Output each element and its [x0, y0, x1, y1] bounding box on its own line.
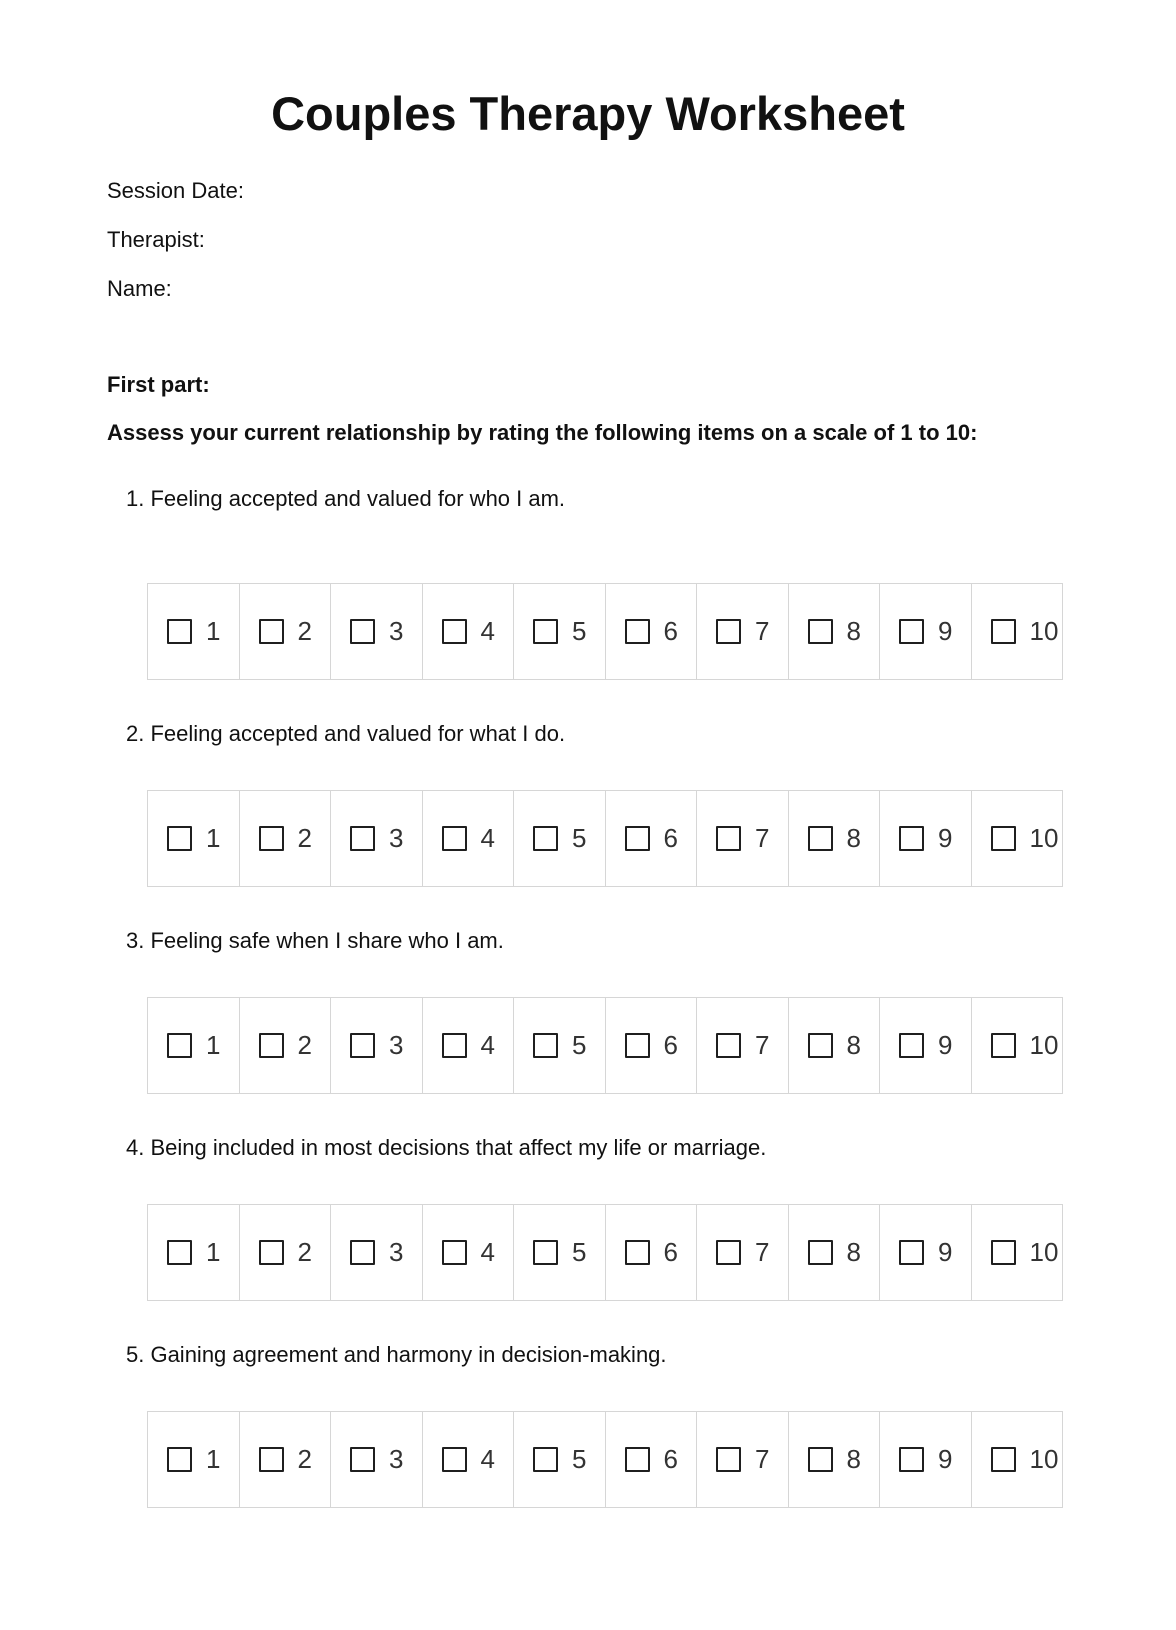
rating-value-label: 8	[846, 822, 861, 853]
rating-option-cell	[971, 1412, 1063, 1507]
rating-value-label: 2	[297, 822, 312, 853]
rating-checkbox-q4-3[interactable]	[350, 1240, 375, 1265]
rating-value-label: 4	[480, 1029, 495, 1060]
name-label: Name:	[107, 276, 172, 301]
rating-checkbox-q2-6[interactable]	[625, 826, 650, 851]
rating-value-label: 3	[389, 1029, 404, 1060]
rating-checkbox-q3-7[interactable]	[716, 1033, 741, 1058]
rating-option-cell	[330, 791, 422, 886]
rating-value-label: 9	[938, 615, 953, 646]
rating-option-cell	[696, 998, 788, 1093]
rating-scale-table-4	[147, 1204, 1063, 1301]
rating-value-label: 8	[846, 1029, 861, 1060]
section-heading: First part:	[107, 372, 210, 397]
rating-option-cell	[513, 1412, 605, 1507]
rating-option-cell	[696, 791, 788, 886]
rating-value-label: 5	[572, 1236, 587, 1267]
rating-option-cell	[148, 998, 239, 1093]
rating-option-cell	[513, 791, 605, 886]
rating-value-label: 7	[755, 1236, 770, 1267]
rating-checkbox-q5-9[interactable]	[899, 1447, 924, 1472]
rating-value-label: 8	[846, 1236, 861, 1267]
rating-value-label: 10	[1029, 615, 1059, 646]
rating-option-cell	[239, 998, 331, 1093]
rating-value-label: 2	[297, 615, 312, 646]
rating-checkbox-q4-1[interactable]	[167, 1240, 192, 1265]
rating-checkbox-q4-2[interactable]	[259, 1240, 284, 1265]
rating-checkbox-q4-7[interactable]	[716, 1240, 741, 1265]
rating-option-cell	[788, 1412, 880, 1507]
rating-checkbox-q5-6[interactable]	[625, 1447, 650, 1472]
rating-option-cell	[239, 791, 331, 886]
question-2-label: 2. Feeling accepted and valued for what I do.	[126, 721, 566, 746]
rating-checkbox-q1-3[interactable]	[350, 619, 375, 644]
rating-value-label: 1	[206, 1443, 221, 1474]
rating-value-label: 2	[297, 1029, 312, 1060]
rating-option-cell	[605, 1205, 697, 1300]
rating-value-label: 9	[938, 1029, 953, 1060]
rating-option-cell	[788, 584, 880, 679]
rating-checkbox-q2-10[interactable]	[991, 826, 1016, 851]
rating-value-label: 6	[663, 615, 678, 646]
rating-value-label: 3	[389, 615, 404, 646]
question-block-4	[0, 1135, 1176, 1301]
rating-checkbox-q2-5[interactable]	[533, 826, 558, 851]
rating-checkbox-q4-4[interactable]	[442, 1240, 467, 1265]
rating-option-cell	[696, 584, 788, 679]
rating-checkbox-q1-4[interactable]	[442, 619, 467, 644]
rating-value-label: 1	[206, 1236, 221, 1267]
rating-scale-table-5	[147, 1411, 1063, 1508]
rating-checkbox-q4-10[interactable]	[991, 1240, 1016, 1265]
rating-checkbox-q1-10[interactable]	[991, 619, 1016, 644]
rating-option-cell	[239, 584, 331, 679]
rating-checkbox-q1-6[interactable]	[625, 619, 650, 644]
rating-checkbox-q1-1[interactable]	[167, 619, 192, 644]
rating-option-cell	[605, 584, 697, 679]
rating-value-label: 6	[663, 1236, 678, 1267]
rating-value-label: 5	[572, 1029, 587, 1060]
rating-option-cell	[422, 584, 514, 679]
rating-checkbox-q2-4[interactable]	[442, 826, 467, 851]
rating-checkbox-q5-8[interactable]	[808, 1447, 833, 1472]
rating-value-label: 9	[938, 1236, 953, 1267]
rating-checkbox-q5-4[interactable]	[442, 1447, 467, 1472]
question-block-3	[0, 928, 1176, 1094]
rating-value-label: 6	[663, 1029, 678, 1060]
rating-option-cell	[330, 1205, 422, 1300]
rating-checkbox-q1-2[interactable]	[259, 619, 284, 644]
rating-value-label: 3	[389, 1236, 404, 1267]
rating-value-label: 1	[206, 822, 221, 853]
rating-value-label: 8	[846, 1443, 861, 1474]
rating-value-label: 9	[938, 822, 953, 853]
rating-value-label: 7	[755, 1029, 770, 1060]
rating-scale-table-2	[147, 790, 1063, 887]
rating-scale-table-3	[147, 997, 1063, 1094]
rating-option-cell	[148, 791, 239, 886]
rating-value-label: 7	[755, 615, 770, 646]
rating-option-cell	[422, 1412, 514, 1507]
rating-option-cell	[422, 998, 514, 1093]
rating-checkbox-q3-8[interactable]	[808, 1033, 833, 1058]
rating-option-cell	[971, 584, 1063, 679]
rating-checkbox-q2-8[interactable]	[808, 826, 833, 851]
rating-value-label: 8	[846, 615, 861, 646]
rating-option-cell	[879, 1205, 971, 1300]
page-title: Couples Therapy Worksheet	[271, 87, 905, 140]
rating-checkbox-q3-4[interactable]	[442, 1033, 467, 1058]
rating-value-label: 1	[206, 615, 221, 646]
rating-checkbox-q3-9[interactable]	[899, 1033, 924, 1058]
rating-value-label: 1	[206, 1029, 221, 1060]
rating-checkbox-q2-3[interactable]	[350, 826, 375, 851]
rating-option-cell	[879, 1412, 971, 1507]
rating-value-label: 7	[755, 1443, 770, 1474]
rating-option-cell	[605, 998, 697, 1093]
rating-option-cell	[696, 1412, 788, 1507]
question-block-2	[0, 721, 1176, 887]
rating-scale-table-1	[147, 583, 1063, 680]
rating-checkbox-q1-7[interactable]	[716, 619, 741, 644]
question-3-label: 3. Feeling safe when I share who I am.	[126, 928, 504, 953]
rating-value-label: 3	[389, 822, 404, 853]
rating-option-cell	[513, 584, 605, 679]
rating-checkbox-q5-10[interactable]	[991, 1447, 1016, 1472]
session-date-label: Session Date:	[107, 178, 244, 203]
question-1-label: 1. Feeling accepted and valued for who I am.	[126, 486, 566, 511]
rating-checkbox-q3-5[interactable]	[533, 1033, 558, 1058]
rating-option-cell	[330, 584, 422, 679]
question-block-1	[0, 486, 1176, 680]
rating-checkbox-q3-6[interactable]	[625, 1033, 650, 1058]
rating-checkbox-q2-1[interactable]	[167, 826, 192, 851]
rating-checkbox-q5-1[interactable]	[167, 1447, 192, 1472]
rating-option-cell	[239, 1412, 331, 1507]
rating-option-cell	[971, 998, 1063, 1093]
rating-option-cell	[879, 998, 971, 1093]
rating-checkbox-q4-8[interactable]	[808, 1240, 833, 1265]
rating-checkbox-q5-2[interactable]	[259, 1447, 284, 1472]
rating-checkbox-q2-2[interactable]	[259, 826, 284, 851]
rating-value-label: 9	[938, 1443, 953, 1474]
rating-value-label: 2	[297, 1236, 312, 1267]
rating-value-label: 10	[1029, 822, 1059, 853]
question-4-label: 4. Being included in most decisions that affect my life or marriage.	[126, 1135, 767, 1160]
rating-checkbox-q5-5[interactable]	[533, 1447, 558, 1472]
rating-option-cell	[148, 1412, 239, 1507]
rating-value-label: 5	[572, 822, 587, 853]
rating-value-label: 10	[1029, 1029, 1059, 1060]
rating-option-cell	[788, 1205, 880, 1300]
rating-option-cell	[788, 791, 880, 886]
rating-option-cell	[971, 791, 1063, 886]
rating-option-cell	[605, 791, 697, 886]
rating-checkbox-q3-2[interactable]	[259, 1033, 284, 1058]
rating-value-label: 4	[480, 1236, 495, 1267]
rating-option-cell	[971, 1205, 1063, 1300]
header-fields	[107, 178, 1176, 301]
rating-checkbox-q2-9[interactable]	[899, 826, 924, 851]
question-5-label: 5. Gaining agreement and harmony in decision-making.	[126, 1342, 667, 1367]
rating-option-cell	[422, 1205, 514, 1300]
rating-option-cell	[148, 584, 239, 679]
rating-value-label: 4	[480, 615, 495, 646]
rating-checkbox-q3-3[interactable]	[350, 1033, 375, 1058]
rating-checkbox-q2-7[interactable]	[716, 826, 741, 851]
rating-option-cell	[422, 791, 514, 886]
rating-checkbox-q1-8[interactable]	[808, 619, 833, 644]
rating-value-label: 5	[572, 1443, 587, 1474]
rating-option-cell	[239, 1205, 331, 1300]
rating-checkbox-q3-10[interactable]	[991, 1033, 1016, 1058]
rating-option-cell	[879, 584, 971, 679]
rating-value-label: 4	[480, 822, 495, 853]
rating-checkbox-q4-9[interactable]	[899, 1240, 924, 1265]
rating-checkbox-q1-5[interactable]	[533, 619, 558, 644]
rating-option-cell	[513, 1205, 605, 1300]
rating-value-label: 7	[755, 822, 770, 853]
rating-value-label: 10	[1029, 1443, 1059, 1474]
rating-value-label: 2	[297, 1443, 312, 1474]
rating-option-cell	[330, 1412, 422, 1507]
rating-value-label: 6	[663, 822, 678, 853]
rating-option-cell	[605, 1412, 697, 1507]
rating-option-cell	[696, 1205, 788, 1300]
rating-value-label: 10	[1029, 1236, 1059, 1267]
rating-value-label: 5	[572, 615, 587, 646]
rating-checkbox-q5-3[interactable]	[350, 1447, 375, 1472]
rating-checkbox-q4-5[interactable]	[533, 1240, 558, 1265]
rating-option-cell	[148, 1205, 239, 1300]
rating-value-label: 4	[480, 1443, 495, 1474]
rating-value-label: 3	[389, 1443, 404, 1474]
rating-option-cell	[330, 998, 422, 1093]
rating-checkbox-q1-9[interactable]	[899, 619, 924, 644]
rating-checkbox-q5-7[interactable]	[716, 1447, 741, 1472]
rating-value-label: 6	[663, 1443, 678, 1474]
question-block-5	[0, 1342, 1176, 1508]
rating-checkbox-q3-1[interactable]	[167, 1033, 192, 1058]
section-instructions: Assess your current relationship by rating the following items on a scale of 1 to 10:	[107, 420, 978, 445]
therapist-label: Therapist:	[107, 227, 205, 252]
rating-option-cell	[788, 998, 880, 1093]
rating-option-cell	[879, 791, 971, 886]
rating-option-cell	[513, 998, 605, 1093]
rating-checkbox-q4-6[interactable]	[625, 1240, 650, 1265]
